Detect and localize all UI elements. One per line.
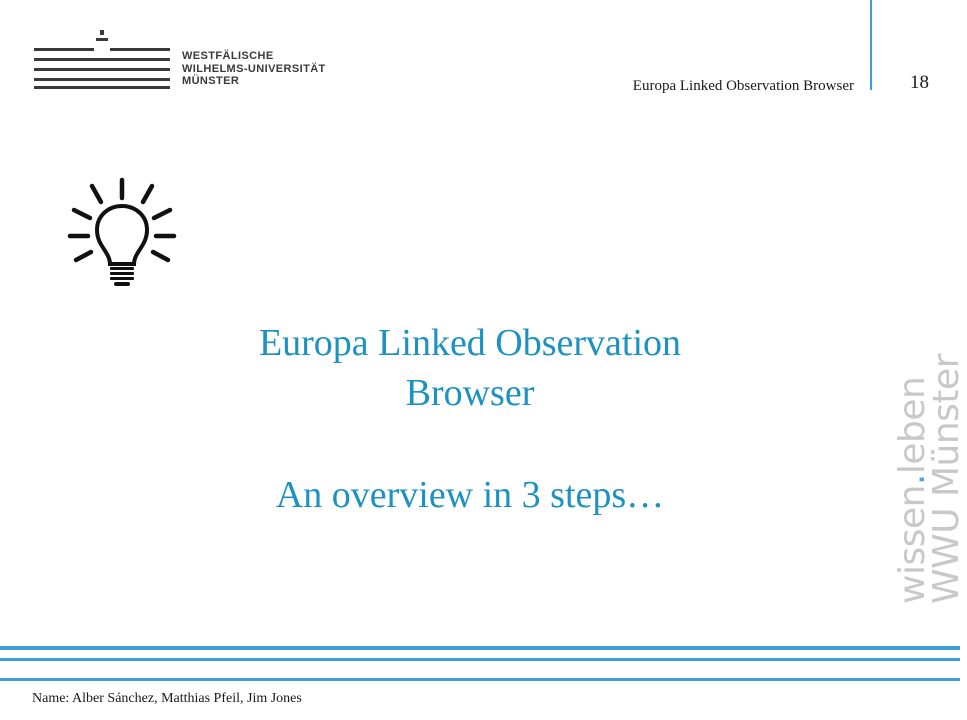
footer-author: Name: Alber Sánchez, Matthias Pfeil, Jim Jones (32, 691, 302, 706)
university-name-line2: WILHELMS-UNIVERSITÄT (182, 62, 326, 75)
slogan-part2: leben (892, 376, 933, 475)
slogan-part1: wissen (892, 485, 933, 604)
university-logo-mark (30, 28, 180, 94)
header-title: Europa Linked Observation Browser (632, 78, 854, 94)
slogan-line1 (892, 304, 933, 604)
page-number: 18 (910, 72, 929, 93)
slide-title-line1: Europa Linked Observation (258, 322, 682, 364)
slide-title (150, 318, 790, 418)
university-name (182, 50, 326, 88)
slide-title-line2: Browser (405, 372, 535, 414)
footer-rule-2 (0, 658, 960, 661)
footer-rules (0, 644, 960, 684)
footer-rule-3 (0, 678, 960, 681)
footer-rule-1 (0, 646, 960, 650)
lightbulb-icon (64, 172, 180, 292)
university-name-line3: MÜNSTER (182, 75, 240, 87)
slogan-dot: . (892, 474, 933, 486)
university-logo (30, 28, 326, 94)
slogan-line2: WWU Münster (926, 354, 967, 604)
university-name-line1: WESTFÄLISCHE (182, 50, 274, 62)
header-divider (870, 0, 872, 90)
university-slogan (892, 304, 967, 604)
slide-subtitle: An overview in 3 steps… (275, 474, 665, 516)
